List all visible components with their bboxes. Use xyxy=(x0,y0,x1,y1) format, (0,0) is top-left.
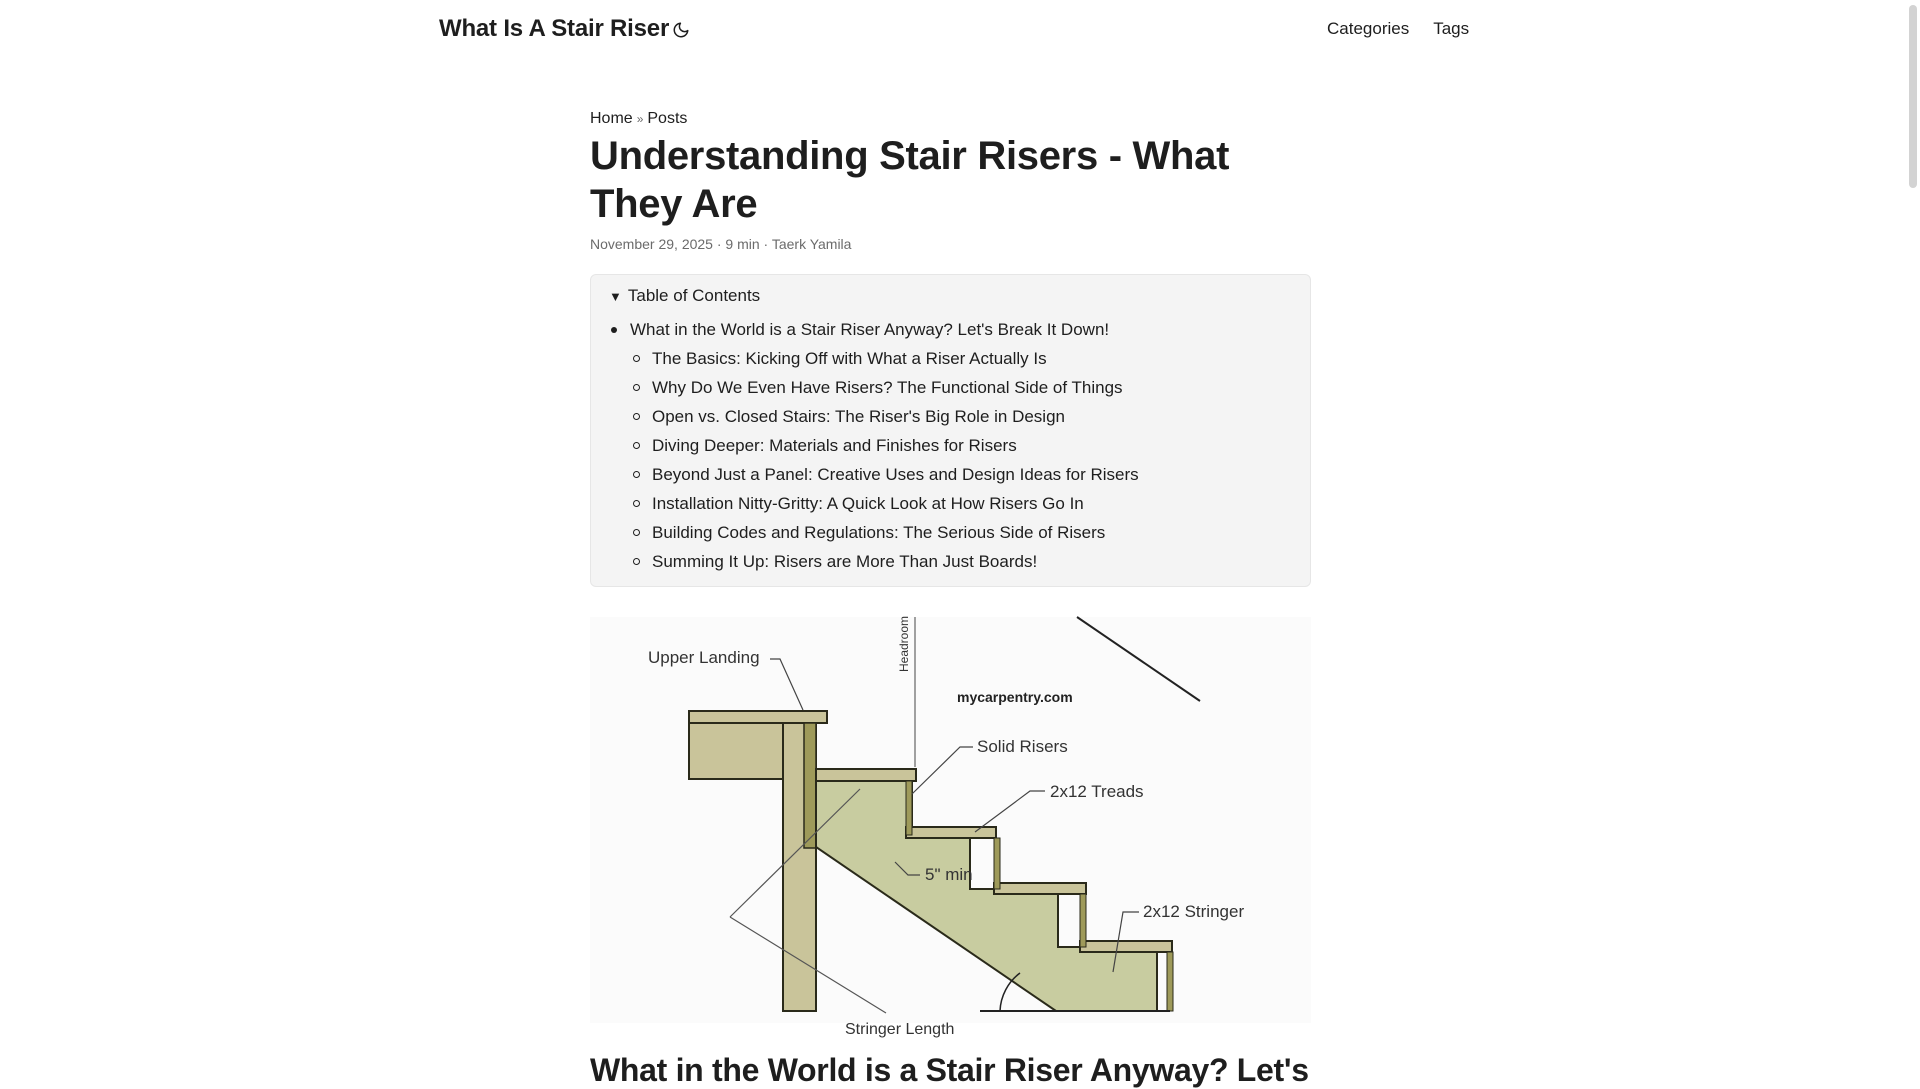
bullet-circle-icon xyxy=(633,384,640,391)
main-nav xyxy=(1327,19,1469,39)
toc-link-basics[interactable] xyxy=(633,344,1292,373)
toc-item xyxy=(609,315,1292,576)
toc-link-label: What in the World is a Stair Riser Anyway? Let's Break It Down! xyxy=(630,320,1110,339)
bullet-disc-icon xyxy=(611,327,617,333)
site-title-link[interactable]: What Is A Stair Riser xyxy=(439,15,670,42)
site-header xyxy=(0,0,1905,60)
bullet-circle-icon xyxy=(633,471,640,478)
toc-link-label: Installation Nitty-Gritty: A Quick Look at How Risers Go In xyxy=(652,494,1084,513)
toc-link-materials[interactable] xyxy=(633,431,1292,460)
breadcrumb-separator: » xyxy=(636,112,644,126)
toc-summary-label: Table of Contents xyxy=(627,286,761,305)
bullet-circle-icon xyxy=(633,500,640,507)
bullet-circle-icon xyxy=(633,529,640,536)
watermark-label: mycarpentry.com xyxy=(957,689,1073,705)
toc-list xyxy=(609,315,1292,576)
table-of-contents xyxy=(590,274,1311,587)
section-heading: What in the World is a Stair Riser Anyway? Let's xyxy=(590,1052,1309,1088)
stair-diagram-image xyxy=(590,615,1311,1038)
toc-subitem xyxy=(633,402,1292,431)
toc-subitem xyxy=(633,489,1292,518)
toc-link-why-risers[interactable] xyxy=(633,373,1292,402)
solid-risers-label: Solid Risers xyxy=(977,737,1068,756)
post-content xyxy=(590,110,1311,1038)
stringer-label: 2x12 Stringer xyxy=(1143,902,1245,921)
toc-link-label: Building Codes and Regulations: The Serious Side of Risers xyxy=(652,523,1106,542)
toc-link-label: Diving Deeper: Materials and Finishes for Risers xyxy=(652,436,1017,455)
breadcrumb-posts[interactable]: Posts xyxy=(647,110,688,127)
toc-link-what-is-a-stair-riser[interactable] xyxy=(609,315,1292,344)
stringer-length-label: Stringer Length xyxy=(845,1021,955,1038)
toc-subitem xyxy=(633,547,1292,576)
toc-link-building-codes[interactable] xyxy=(633,518,1292,547)
scrollbar-thumb[interactable] xyxy=(1909,5,1917,188)
toc-link-summing-up[interactable] xyxy=(633,547,1292,576)
toc-sublist xyxy=(609,344,1292,576)
toc-subitem xyxy=(633,460,1292,489)
toc-link-open-vs-closed[interactable] xyxy=(633,402,1292,431)
upper-landing-label: Upper Landing xyxy=(648,648,760,667)
headroom-label: Headroom xyxy=(897,615,911,672)
post-meta: November 29, 2025 · 9 min · Taerk Yamila xyxy=(590,236,852,252)
bullet-circle-icon xyxy=(633,442,640,449)
triangle-down-icon: ▼ xyxy=(609,288,622,304)
toc-link-installation[interactable] xyxy=(633,489,1292,518)
toc-subitem xyxy=(633,431,1292,460)
toc-link-label: Beyond Just a Panel: Creative Uses and Design Ideas for Risers xyxy=(652,465,1139,484)
page-scrollbar[interactable] xyxy=(1905,0,1920,1080)
toc-subitem xyxy=(633,518,1292,547)
nav-tags[interactable]: Tags xyxy=(1433,19,1470,38)
nav-categories[interactable]: Categories xyxy=(1327,19,1410,38)
bullet-circle-icon xyxy=(633,558,640,565)
bullet-circle-icon xyxy=(633,413,640,420)
breadcrumb-home[interactable]: Home xyxy=(590,110,633,127)
toc-link-creative-uses[interactable] xyxy=(633,460,1292,489)
toc-link-label: Summing It Up: Risers are More Than Just Boards! xyxy=(652,552,1038,571)
breadcrumb xyxy=(590,110,1311,128)
toc-toggle[interactable] xyxy=(609,286,1292,306)
min-label: 5" min xyxy=(925,865,973,884)
toc-link-label: Why Do We Even Have Risers? The Functional Side of Things xyxy=(652,378,1123,397)
moon-icon[interactable] xyxy=(672,20,690,40)
page-title: Understanding Stair Risers - What They Are xyxy=(590,134,1230,226)
toc-subitem xyxy=(633,373,1292,402)
treads-label: 2x12 Treads xyxy=(1050,782,1144,801)
bullet-circle-icon xyxy=(633,355,640,362)
toc-link-label: The Basics: Kicking Off with What a Riser Actually Is xyxy=(652,349,1047,368)
toc-subitem xyxy=(633,344,1292,373)
toc-link-label: Open vs. Closed Stairs: The Riser's Big Role in Design xyxy=(652,407,1065,426)
